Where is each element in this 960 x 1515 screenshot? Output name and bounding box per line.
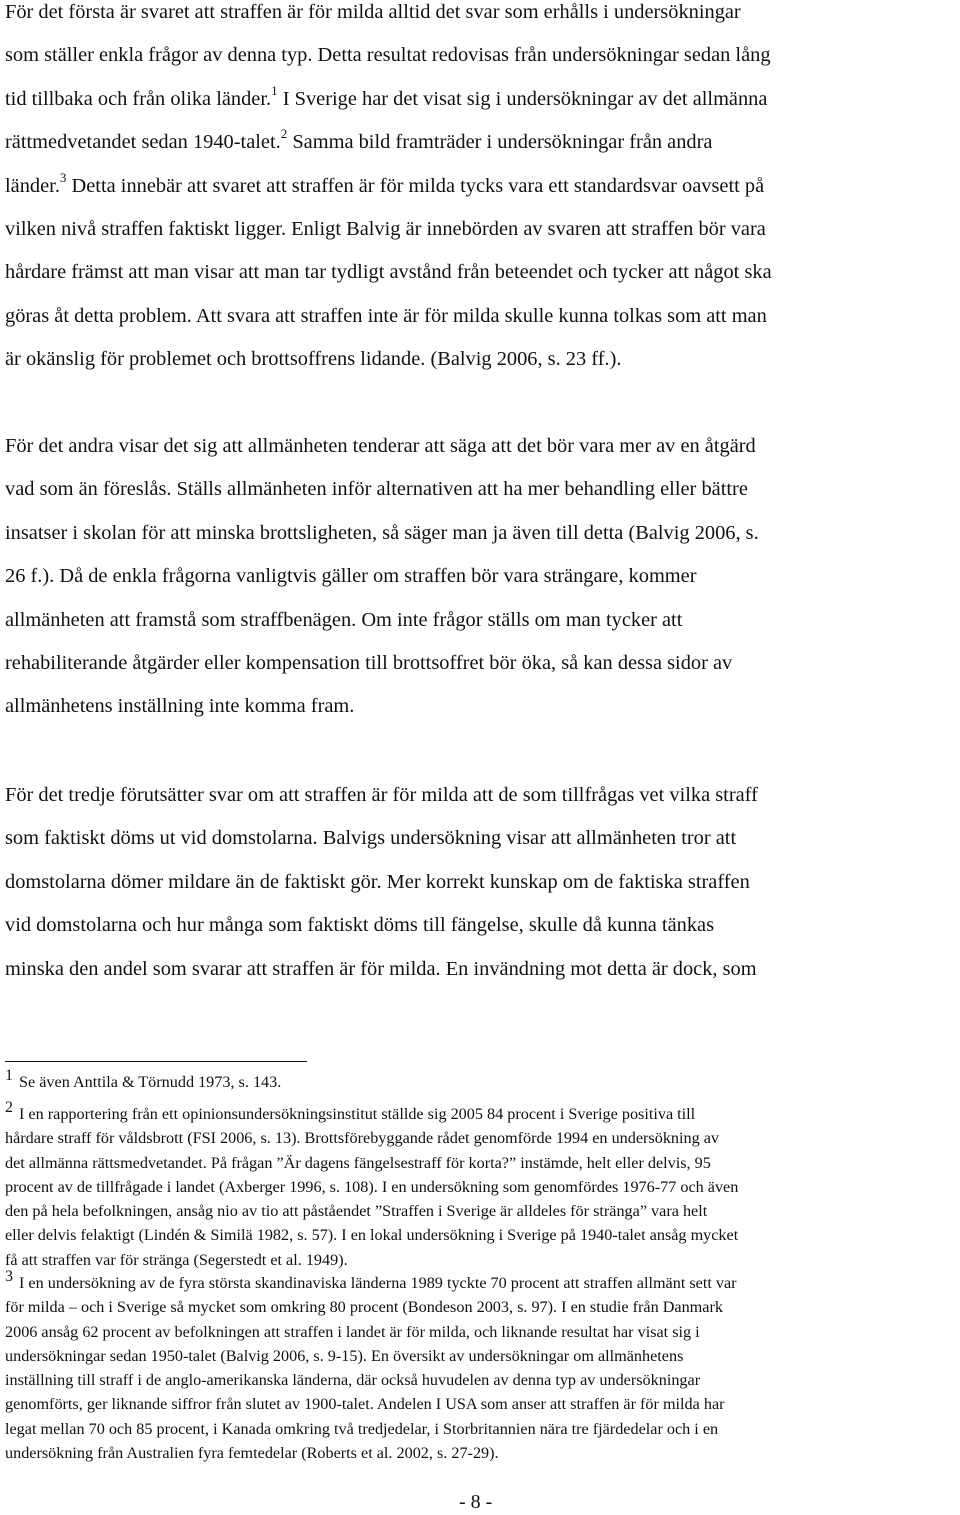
footnote-line: [5, 1099, 738, 1126]
footnote-line: det allmänna rättsmedvetandet. På frågan ”Är dagens fängelsestraff för korta?” instämde, helt eller delvis, 95: [5, 1153, 711, 1172]
footnote-line: eller delvis felaktigt (Lindén & Similä 1982, s. 57). I en lokal undersökning i Sverige på 1940-talet ansåg mycket: [5, 1226, 739, 1245]
paragraph-2: [5, 425, 759, 729]
paragraph-3: [5, 774, 758, 991]
footnote-ref-3[interactable]: 3: [59, 169, 67, 185]
text-line: [5, 78, 772, 121]
footnote-line: [5, 1067, 282, 1094]
page-number: - 8 -: [459, 1491, 493, 1513]
footnote-line: procent av de tillfrågade i landet (Axberger 1996, s. 108). I en undersökning som genomfördes 1976-77 och även: [5, 1177, 739, 1196]
text-segment: I en rapportering från ett opinionsundersökningsinstitut ställde sig 2005 84 procent i Sverige positiva till: [19, 1105, 696, 1123]
text-line: För det tredje förutsätter svar om att straffen är för milda att de som tillfrågas vet vilka straff: [5, 784, 758, 806]
text-line: [5, 165, 772, 208]
footnote-line: legat mellan 70 och 85 procent, i Kanada omkring två tredjedelar, i Storbritannien nära tre fjärdedelar och i en: [5, 1419, 719, 1438]
text-segment: I en undersökning av de fyra största skandinaviska länderna 1989 tyckte 70 procent att straffen allmänt sett var: [19, 1274, 737, 1292]
text-line: vid domstolarna och hur många som faktiskt döms till fängelse, skulle då kunna tänkas: [5, 914, 715, 937]
footnote-ref-2[interactable]: 2: [280, 126, 288, 142]
text-segment: I Sverige har det visat sig i undersökningar av det allmänna: [277, 87, 768, 110]
text-line: allmänhetens inställning inte komma fram.: [5, 695, 355, 718]
text-segment: rättmedvetandet sedan 1940-talet.: [5, 131, 281, 154]
text-line: För det andra visar det sig att allmänheten tenderar att säga att det bör vara mer av en åtgärd: [5, 435, 756, 457]
text-line: hårdare främst att man visar att man tar tydligt avstånd från beteendet och tycker att något ska: [5, 261, 772, 284]
text-line: insatser i skolan för att minska brottsligheten, så säger man ja även till detta (Balvig 2006, s.: [5, 521, 759, 544]
footnote-number: 1: [5, 1067, 13, 1084]
text-line: 26 f.). Då de enkla frågorna vanligtvis gäller om straffen bör vara strängare, kommer: [5, 565, 697, 588]
footnote-line: hårdare straff för våldsbrott (FSI 2006, s. 13). Brottsförebyggande rådet genomförde 1994 en undersökning av: [5, 1129, 720, 1148]
text-segment: tid tillbaka och från olika länder.: [5, 87, 272, 110]
text-segment: Detta innebär att svaret att straffen är för milda tycks vara ett standardsvar oavsett på: [66, 174, 765, 197]
text-line: är okänslig för problemet och brottsoffrens lidande. (Balvig 2006, s. 23 ff.).: [5, 348, 622, 371]
footnote-line: genomförts, ger liknande siffror från slutet av 1900-talet. Andelen I USA som anser att straffen är för milda har: [5, 1395, 725, 1414]
text-segment: länder.: [5, 174, 60, 197]
footnote-line: få att straffen var för stränga (Segerstedt et al. 1949).: [5, 1250, 348, 1269]
footnote-line: för milda – och i Sverige så mycket som omkring 80 procent (Bondeson 2003, s. 97). I en studie från Danmark: [5, 1298, 723, 1317]
paragraph-1: [5, 0, 772, 382]
text-line: som faktiskt döms ut vid domstolarna. Balvigs undersökning visar att allmänheten tror att: [5, 827, 737, 850]
footnote-divider: [5, 1061, 307, 1062]
footnote-line: 2006 ansåg 62 procent av befolkningen att straffen i landet är för milda, och liknande resultat har visat sig i: [5, 1322, 700, 1341]
footnote-line: undersökningar sedan 1950-talet (Balvig 2006, s. 9-15). En översikt av undersökningar om allmänhetens: [5, 1346, 684, 1365]
footnote-2: [5, 1099, 739, 1272]
text-segment: Se även Anttila & Törnudd 1973, s. 143.: [19, 1073, 282, 1091]
footnote-number: 3: [5, 1268, 13, 1285]
text-segment: Samma bild framträder i undersökningar från andra: [287, 131, 713, 154]
footnote-line: [5, 1268, 737, 1295]
footnote-3: [5, 1268, 737, 1465]
footnote-ref-1[interactable]: 1: [271, 82, 278, 98]
text-line: allmänheten att framstå som straffbenägen. Om inte frågor ställs om man tycker att: [5, 608, 683, 631]
text-line: rehabiliterande åtgärder eller kompensation till brottsoffret bör öka, så kan dessa sidor av: [5, 651, 733, 674]
text-line: vad som än föreslås. Ställs allmänheten inför alternativen att ha mer behandling eller bättre: [5, 478, 748, 501]
footnote-line: inställning till straff i de anglo-amerikanska länderna, där också huvudelen av denna typ av undersökningar: [5, 1371, 701, 1390]
text-line: som ställer enkla frågor av denna typ. Detta resultat redovisas från undersökningar sedan lång: [5, 44, 771, 67]
text-line: För det första är svaret att straffen är för milda alltid det svar som erhålls i undersökningar: [5, 1, 741, 23]
text-line: göras åt detta problem. Att svara att straffen inte är för milda skulle kunna tolkas som att man: [5, 304, 767, 327]
footnote-line: den på hela befolkningen, ansåg nio av tio att påståendet ”Straffen i Sverige är alldeles för stränga” vara helt: [5, 1202, 708, 1221]
footnote-1: [5, 1067, 282, 1094]
text-line: minska den andel som svarar att straffen är för milda. En invändning mot detta är dock, som: [5, 957, 757, 980]
text-line: domstolarna dömer mildare än de faktiskt gör. Mer korrekt kunskap om de faktiska straffen: [5, 870, 750, 893]
text-line: vilken nivå straffen faktiskt ligger. Enligt Balvig är innebörden av svaren att straffen bör vara: [5, 217, 766, 240]
footnote-number: 2: [5, 1099, 13, 1116]
footnote-line: undersökning från Australien fyra femtedelar (Roberts et al. 2002, s. 27-29).: [5, 1444, 499, 1463]
text-line: [5, 121, 772, 164]
